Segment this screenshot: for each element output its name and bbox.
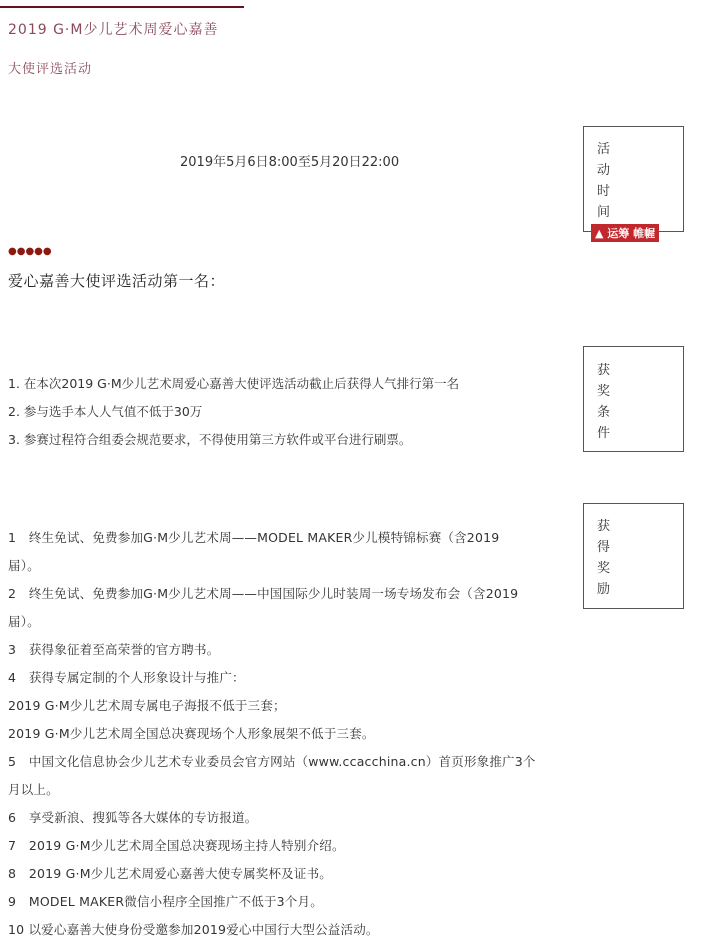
header-accent-line (0, 6, 244, 8)
reward-line: 7 2019 G·M少儿艺术周全国总决赛现场主持人特别介绍。 (8, 838, 345, 853)
condition-item: 1. 在本次2019 G·M少儿艺术周爱心嘉善大使评选活动截止后获得人气排行第一名 (8, 376, 460, 391)
reward-line: 8 2019 G·M少儿艺术周爱心嘉善大使专属奖杯及证书。 (8, 866, 332, 881)
reward-line: 10 以爱心嘉善大使身份受邀参加2019爱心中国行大型公益活动。 (8, 922, 379, 937)
reward-line: 2 终生免试、免费参加G·M少儿艺术周——中国国际少儿时装周一场专场发布会（含2019 (8, 586, 519, 601)
reward-line: 9 MODEL MAKER微信小程序全国推广不低于3个月。 (8, 894, 323, 909)
page-title: 2019 G·M少儿艺术周爱心嘉善 (8, 22, 219, 38)
decorative-dots: ●●●●● (8, 246, 52, 257)
conditions-label: 获奖条件 (597, 363, 611, 441)
section-title: 爱心嘉善大使评选活动第一名： (8, 272, 226, 290)
event-time-value: 2019年5月6日8:00至5月20日22:00 (180, 155, 400, 170)
event-time-label: 活动时间 (597, 142, 611, 220)
reward-line: 3 获得象征着至高荣誉的官方聘书。 (8, 642, 220, 657)
rewards-list (8, 524, 586, 944)
conditions-list (8, 370, 583, 454)
event-time-label-box (583, 126, 684, 232)
conditions-label-box (583, 346, 684, 452)
page-subtitle: 大使评选活动 (8, 62, 93, 77)
condition-item: 3. 参赛过程符合组委会规范要求，不得使用第三方软件或平台进行刷票。 (8, 432, 412, 447)
reward-line: 6 享受新浪、搜狐等各大媒体的专访报道。 (8, 810, 258, 825)
condition-item: 2. 参与选手本人人气值不低于30万 (8, 404, 203, 419)
reward-line: 2019 G·M少儿艺术周全国总决赛现场个人形象展架不低于三套。 (8, 726, 375, 741)
watermark-badge: ▲ 运筹 帷幄 (591, 224, 659, 242)
rewards-label-box (583, 503, 684, 609)
reward-line: 月以上。 (8, 782, 59, 797)
reward-line: 届）。 (8, 558, 40, 573)
reward-line: 4 获得专属定制的个人形象设计与推广： (8, 670, 245, 685)
reward-line: 2019 G·M少儿艺术周专属电子海报不低于三套； (8, 698, 286, 713)
reward-line: 1 终生免试、免费参加G·M少儿艺术周——MODEL MAKER少儿模特锦标赛（含2019 (8, 530, 500, 545)
reward-line: 5 中国文化信息协会少儿艺术专业委员会官方网站（www.ccacchina.cn）首页形象推广3个 (8, 754, 536, 769)
rewards-label: 获得奖励 (597, 519, 611, 597)
reward-line: 届）。 (8, 614, 40, 629)
